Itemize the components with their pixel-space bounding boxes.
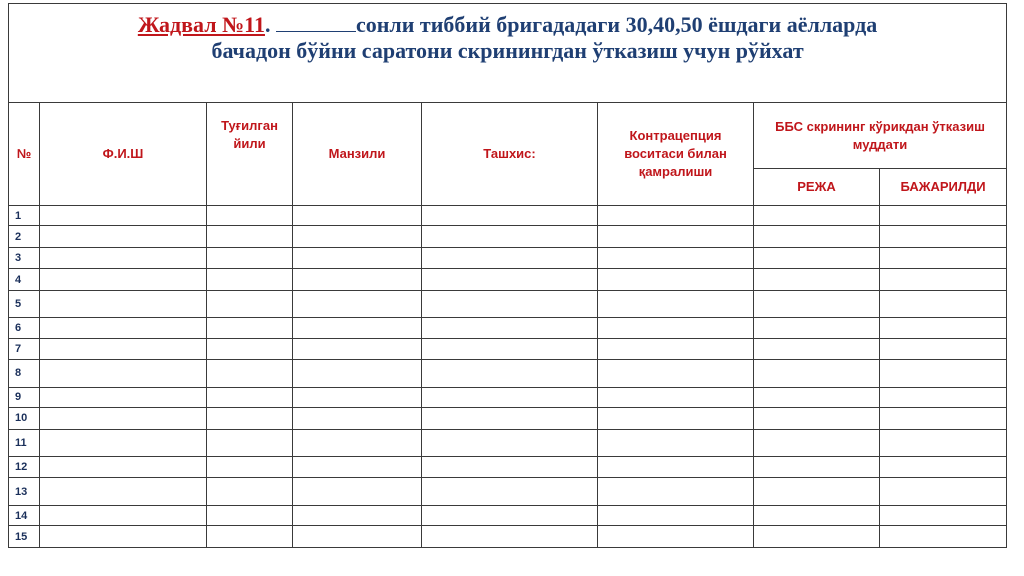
cell-done[interactable] (880, 206, 1007, 226)
cell-diagnosis[interactable] (422, 387, 598, 407)
cell-full-name[interactable] (40, 318, 207, 338)
row-number: 11 (9, 429, 40, 457)
row-number: 7 (9, 338, 40, 359)
cell-address[interactable] (293, 290, 422, 318)
cell-full-name[interactable] (40, 387, 207, 407)
cell-birth-year[interactable] (207, 387, 293, 407)
table-row (9, 506, 1007, 526)
cell-birth-year[interactable] (207, 247, 293, 268)
cell-done[interactable] (880, 526, 1007, 548)
cell-diagnosis[interactable] (422, 290, 598, 318)
cell-birth-year[interactable] (207, 226, 293, 247)
row-number: 15 (9, 526, 40, 548)
screening-register-table (8, 3, 1007, 548)
row-number: 12 (9, 457, 40, 478)
cell-birth-year[interactable] (207, 206, 293, 226)
cell-diagnosis[interactable] (422, 206, 598, 226)
table-row (9, 429, 1007, 457)
table-row (9, 387, 1007, 407)
cell-address[interactable] (293, 506, 422, 526)
cell-full-name[interactable] (40, 457, 207, 478)
header-diagnosis: Ташхис: (422, 102, 598, 205)
cell-contraception[interactable] (598, 360, 754, 388)
cell-diagnosis[interactable] (422, 429, 598, 457)
cell-planned[interactable] (754, 526, 880, 548)
cell-contraception[interactable] (598, 387, 754, 407)
cell-done[interactable] (880, 387, 1007, 407)
cell-address[interactable] (293, 226, 422, 247)
cell-done[interactable] (880, 318, 1007, 338)
table-row (9, 290, 1007, 318)
row-number: 5 (9, 290, 40, 318)
row-number: 1 (9, 206, 40, 226)
cell-birth-year[interactable] (207, 506, 293, 526)
cell-diagnosis[interactable] (422, 226, 598, 247)
cell-planned[interactable] (754, 478, 880, 506)
cell-done[interactable] (880, 226, 1007, 247)
cell-diagnosis[interactable] (422, 478, 598, 506)
header-done: БАЖАРИЛДИ (880, 169, 1007, 206)
row-number: 4 (9, 269, 40, 290)
cell-planned[interactable] (754, 360, 880, 388)
cell-planned[interactable] (754, 408, 880, 429)
cell-contraception[interactable] (598, 478, 754, 506)
cell-birth-year[interactable] (207, 429, 293, 457)
table-row (9, 360, 1007, 388)
header-planned: РЕЖА (754, 169, 880, 206)
cell-contraception[interactable] (598, 247, 754, 268)
cell-address[interactable] (293, 429, 422, 457)
cell-address[interactable] (293, 338, 422, 359)
cell-birth-year[interactable] (207, 318, 293, 338)
cell-contraception[interactable] (598, 506, 754, 526)
cell-birth-year[interactable] (207, 408, 293, 429)
row-number: 14 (9, 506, 40, 526)
cell-address[interactable] (293, 206, 422, 226)
cell-contraception[interactable] (598, 269, 754, 290)
cell-birth-year[interactable] (207, 478, 293, 506)
table-row (9, 226, 1007, 247)
header-contraception: Контрацепция воситаси билан қамралиши (598, 102, 754, 205)
cell-address[interactable] (293, 247, 422, 268)
cell-full-name[interactable] (40, 206, 207, 226)
cell-diagnosis[interactable] (422, 408, 598, 429)
table-row (9, 478, 1007, 506)
cell-planned[interactable] (754, 290, 880, 318)
row-number: 6 (9, 318, 40, 338)
table-row (9, 408, 1007, 429)
cell-done[interactable] (880, 457, 1007, 478)
row-number: 9 (9, 387, 40, 407)
table-title (9, 4, 1007, 103)
header-full-name: Ф.И.Ш (40, 102, 207, 205)
cell-done[interactable] (880, 338, 1007, 359)
cell-contraception[interactable] (598, 429, 754, 457)
cell-address[interactable] (293, 526, 422, 548)
row-number: 13 (9, 478, 40, 506)
cell-birth-year[interactable] (207, 290, 293, 318)
cell-contraception[interactable] (598, 526, 754, 548)
cell-planned[interactable] (754, 506, 880, 526)
header-address: Манзили (293, 102, 422, 205)
cell-contraception[interactable] (598, 206, 754, 226)
header-screening-period: ББС скрининг кўрикдан ўтказиш муддати (754, 102, 1007, 168)
cell-birth-year[interactable] (207, 360, 293, 388)
cell-full-name[interactable] (40, 506, 207, 526)
title-line1-text: сонли тиббий бригададаги 30,40,50 ёшдаги аёлларда (355, 12, 878, 37)
cell-diagnosis[interactable] (422, 526, 598, 548)
cell-done[interactable] (880, 360, 1007, 388)
row-number: 8 (9, 360, 40, 388)
cell-planned[interactable] (754, 457, 880, 478)
cell-planned[interactable] (754, 338, 880, 359)
cell-birth-year[interactable] (207, 338, 293, 359)
cell-done[interactable] (880, 247, 1007, 268)
cell-full-name[interactable] (40, 269, 207, 290)
cell-planned[interactable] (754, 206, 880, 226)
cell-diagnosis[interactable] (422, 360, 598, 388)
cell-address[interactable] (293, 478, 422, 506)
table-row (9, 457, 1007, 478)
cell-diagnosis[interactable] (422, 247, 598, 268)
cell-planned[interactable] (754, 226, 880, 247)
table-row (9, 318, 1007, 338)
title-line2-text: бачадон бўйни саратони скринингдан ўтказиш учун рўйхат (211, 38, 804, 63)
cell-diagnosis[interactable] (422, 269, 598, 290)
brigade-number-blank (276, 13, 356, 32)
table-number-label: Жадвал №11 (137, 12, 265, 37)
cell-full-name[interactable] (40, 478, 207, 506)
cell-planned[interactable] (754, 429, 880, 457)
cell-contraception[interactable] (598, 457, 754, 478)
cell-address[interactable] (293, 318, 422, 338)
row-number: 10 (9, 408, 40, 429)
cell-full-name[interactable] (40, 526, 207, 548)
cell-done[interactable] (880, 290, 1007, 318)
cell-address[interactable] (293, 408, 422, 429)
cell-done[interactable] (880, 269, 1007, 290)
cell-birth-year[interactable] (207, 526, 293, 548)
cell-done[interactable] (880, 478, 1007, 506)
cell-contraception[interactable] (598, 318, 754, 338)
cell-full-name[interactable] (40, 290, 207, 318)
cell-planned[interactable] (754, 247, 880, 268)
cell-done[interactable] (880, 408, 1007, 429)
table-row (9, 206, 1007, 226)
register-rows (9, 206, 1007, 548)
table-row (9, 269, 1007, 290)
cell-full-name[interactable] (40, 247, 207, 268)
cell-diagnosis[interactable] (422, 457, 598, 478)
cell-birth-year[interactable] (207, 457, 293, 478)
cell-done[interactable] (880, 506, 1007, 526)
header-birth-year: Туғилган йили (207, 102, 293, 205)
cell-address[interactable] (293, 269, 422, 290)
cell-contraception[interactable] (598, 338, 754, 359)
cell-diagnosis[interactable] (422, 506, 598, 526)
cell-contraception[interactable] (598, 408, 754, 429)
row-number: 3 (9, 247, 40, 268)
cell-diagnosis[interactable] (422, 318, 598, 338)
register-table-frame (8, 3, 1006, 548)
cell-diagnosis[interactable] (422, 338, 598, 359)
cell-full-name[interactable] (40, 338, 207, 359)
cell-full-name[interactable] (40, 360, 207, 388)
table-row (9, 526, 1007, 548)
cell-planned[interactable] (754, 269, 880, 290)
cell-full-name[interactable] (40, 408, 207, 429)
cell-contraception[interactable] (598, 290, 754, 318)
cell-full-name[interactable] (40, 226, 207, 247)
cell-planned[interactable] (754, 387, 880, 407)
cell-address[interactable] (293, 457, 422, 478)
cell-address[interactable] (293, 360, 422, 388)
cell-birth-year[interactable] (207, 269, 293, 290)
cell-contraception[interactable] (598, 226, 754, 247)
table-row (9, 338, 1007, 359)
table-row (9, 247, 1007, 268)
title-dot: . (264, 12, 271, 37)
cell-planned[interactable] (754, 318, 880, 338)
cell-full-name[interactable] (40, 429, 207, 457)
cell-done[interactable] (880, 429, 1007, 457)
cell-address[interactable] (293, 387, 422, 407)
row-number: 2 (9, 226, 40, 247)
header-number: № (9, 102, 40, 205)
